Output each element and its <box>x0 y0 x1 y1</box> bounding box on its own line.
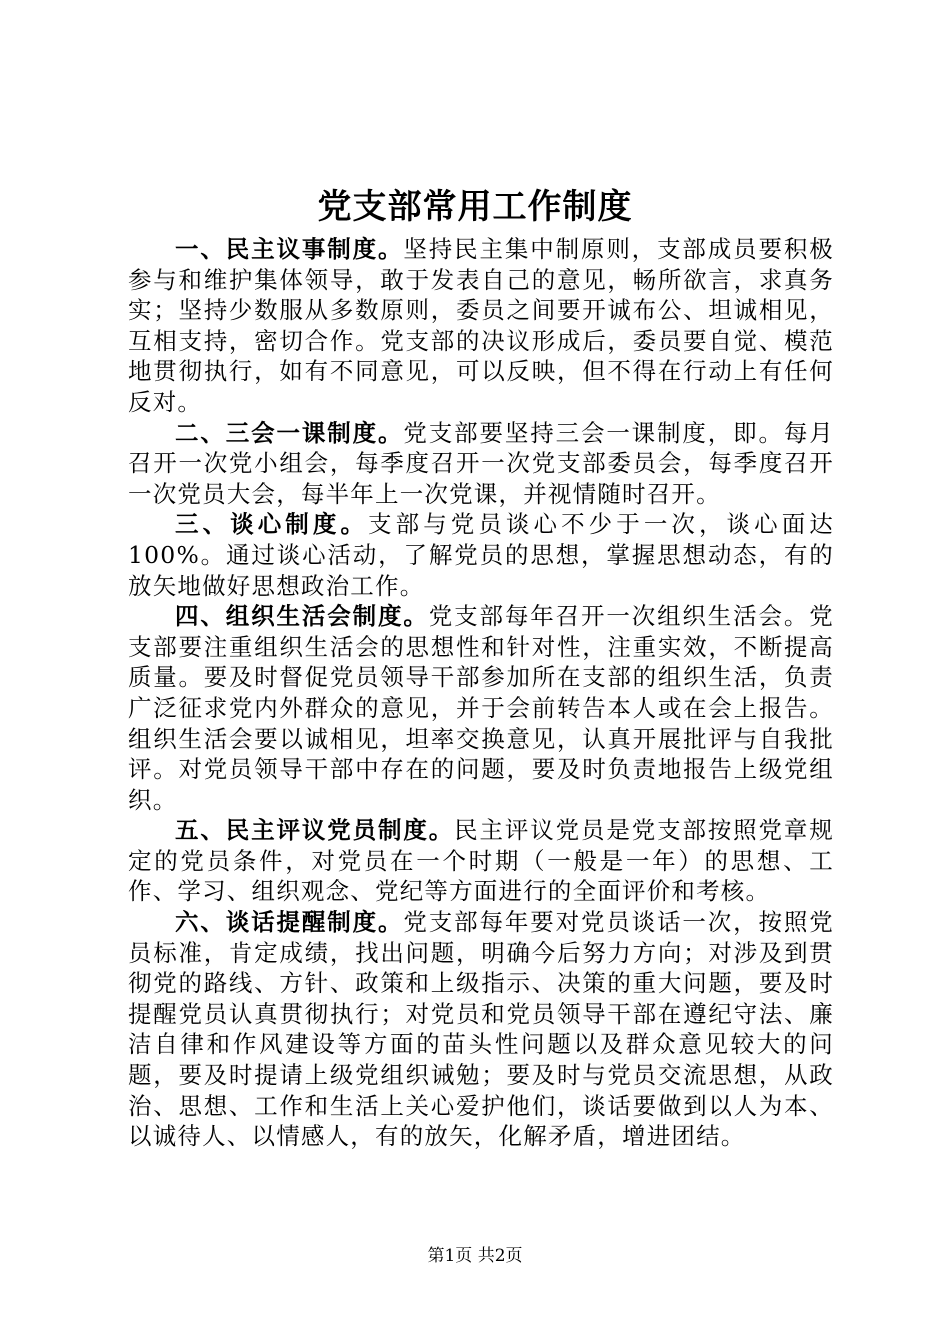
paragraph-text: 坚持民主集中制原则，支部成员要积极参与和维护集体领导，敢于发表自己的意见，畅所欲言，求真务实；坚持少数服从多数原则，委员之间要开诚布公、坦诚相见，互相支持，密切合作。党支部的决议形成后，委员要自觉、模范地贯彻执行，如有不同意见，可以反映，但不得在行动上有任何反对。 <box>128 235 834 416</box>
paragraph-heading: 三、谈心制度。 <box>175 510 369 539</box>
paragraph-democratic-discussion <box>128 234 834 418</box>
document-body <box>128 234 834 1152</box>
paragraph-heading: 四、组织生活会制度。 <box>175 602 429 631</box>
paragraph-heading: 六、谈话提醒制度。 <box>175 908 404 937</box>
paragraph-heading: 五、民主评议党员制度。 <box>175 816 455 845</box>
document-title: 党支部常用工作制度 <box>317 187 633 227</box>
paragraph-text: 党支部每年召开一次组织生活会。党支部要注重组织生活会的思想性和针对性，注重实效，不断提高质量。要及时督促党员领导干部参加所在支部的组织生活，负责广泛征求党内外群众的意见，并于会前转告本人或在会上报告。组织生活会要以诚相见，坦率交换意见，认真开展批评与自我批评。对党员领导干部中存在的问题，要及时负责地报告上级党组织。 <box>128 602 834 814</box>
paragraph-three-meetings-one-lesson <box>128 418 834 510</box>
paragraph-organizational-life-meeting <box>128 601 834 815</box>
paragraph-heading: 二、三会一课制度。 <box>175 418 404 447</box>
paragraph-member-evaluation <box>128 815 834 907</box>
paragraph-text: 支部与党员谈心不少于一次，谈心面达100%。通过谈心活动，了解党员的思想，掌握思想动态，有的放矢地做好思想政治工作。 <box>128 510 834 600</box>
paragraph-reminder-talk <box>128 907 834 1152</box>
paragraph-text: 党支部要坚持三会一课制度，即。每月召开一次党小组会，每季度召开一次党支部委员会，每季度召开一次党员大会，每半年上一次党课，并视情随时召开。 <box>128 418 834 508</box>
paragraph-text: 党支部每年要对党员谈话一次，按照党员标准，肯定成绩，找出问题，明确今后努力方向；对涉及到贯彻党的路线、方针、政策和上级指示、决策的重大问题，要及时提醒党员认真贯彻执行；对党员和党员领导干部在遵纪守法、廉洁自律和作风建设等方面的苗头性问题以及群众意见较大的问题，要及时提请上级党组织诫勉；要及时与党员交流思想，从政治、思想、工作和生活上关心爱护他们，谈话要做到以人为本、以诚待人、以情感人，有的放矢，化解矛盾，增进团结。 <box>128 908 834 1151</box>
paragraph-text: 民主评议党员是党支部按照党章规定的党员条件，对党员在一个时期（一般是一年）的思想、工作、学习、组织观念、党纪等方面进行的全面评价和考核。 <box>128 816 834 906</box>
paragraph-heart-to-heart-talk <box>128 509 834 601</box>
paragraph-heading: 一、民主议事制度。 <box>175 235 404 263</box>
page-number-footer: 第1页 共2页 <box>427 1246 523 1266</box>
